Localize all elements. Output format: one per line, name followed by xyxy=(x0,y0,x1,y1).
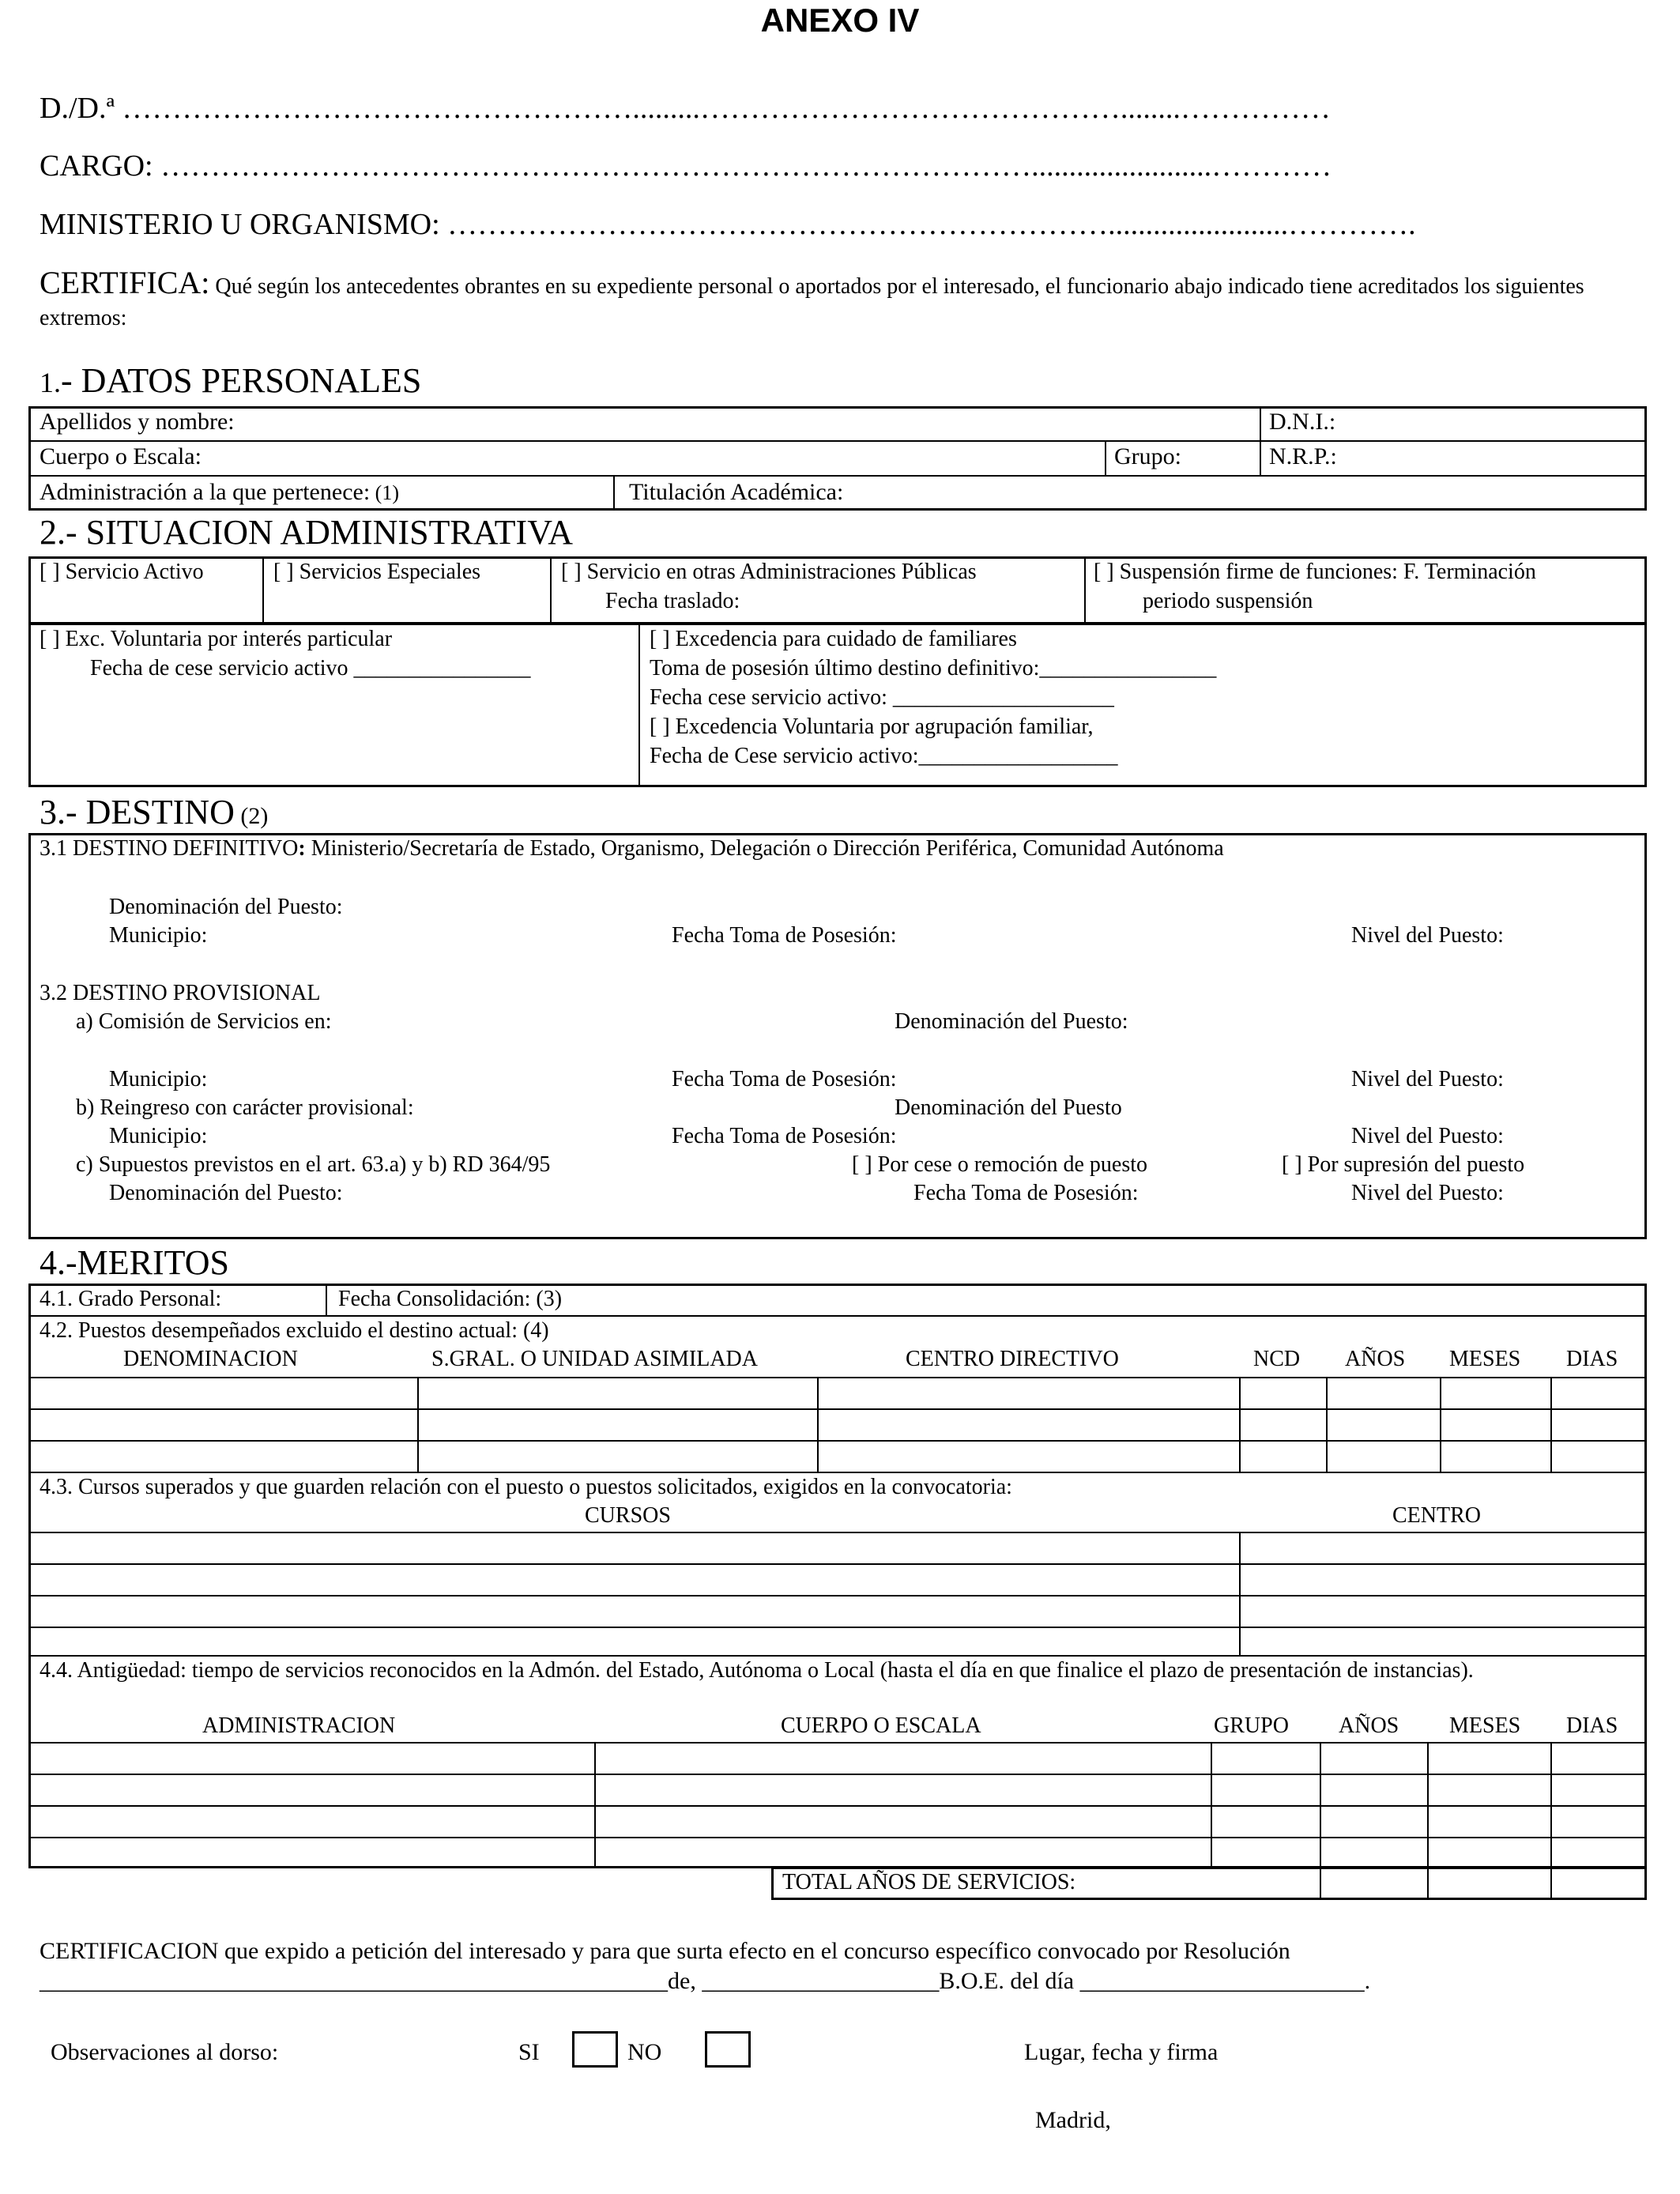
c-fecha-label[interactable]: Fecha Toma de Posesión: xyxy=(913,1181,1139,1205)
b-municipio-label[interactable]: Municipio: xyxy=(109,1124,208,1148)
puestos-label: 4.2. Puestos desempeñados excluido el destino actual: (4) xyxy=(40,1318,549,1343)
section-3-heading: 3.- DESTINO (2) xyxy=(40,793,269,831)
toma-posesion-field[interactable]: Toma de posesión último destino definitivo:________________ xyxy=(650,656,1217,680)
cursos-grid[interactable] xyxy=(32,1533,1644,1653)
c-nivel-label[interactable]: Nivel del Puesto: xyxy=(1351,1181,1504,1205)
a-fecha-label[interactable]: Fecha Toma de Posesión: xyxy=(672,1067,897,1091)
grupo-label[interactable]: Grupo: xyxy=(1114,443,1181,469)
antiguedad-col-cuerpo: CUERPO O ESCALA xyxy=(781,1713,981,1738)
puestos-grid[interactable] xyxy=(32,1378,1644,1472)
servicio-activo-option[interactable]: [ ] Servicio Activo xyxy=(40,560,204,584)
b-denominacion-label[interactable]: Denominación del Puesto xyxy=(895,1095,1122,1120)
antiguedad-col-dias: DIAS xyxy=(1566,1713,1618,1738)
certificacion-line-1: CERTIFICACION que expido a petición del interesado y para que surta efecto en el concurso específico convocado por Resolución xyxy=(40,1938,1290,1964)
puestos-col-denominacion: DENOMINACION xyxy=(123,1347,298,1371)
servicios-especiales-option[interactable]: [ ] Servicios Especiales xyxy=(273,560,481,584)
b-fecha-label[interactable]: Fecha Toma de Posesión: xyxy=(672,1124,897,1148)
supresion-option[interactable]: [ ] Por supresión del puesto xyxy=(1282,1152,1525,1177)
fecha-cese-field[interactable]: Fecha de cese servicio activo ________________ xyxy=(90,656,531,680)
a-denominacion-label[interactable]: Denominación del Puesto: xyxy=(895,1009,1128,1034)
section-1-heading: 1.- DATOS PERSONALES xyxy=(40,361,422,400)
otras-administraciones-option[interactable]: [ ] Servicio en otras Administraciones Públicas xyxy=(561,560,977,584)
a-nivel-label[interactable]: Nivel del Puesto: xyxy=(1351,1067,1504,1091)
puestos-col-dias: DIAS xyxy=(1566,1347,1618,1371)
section-2-heading: 2.- SITUACION ADMINISTRATIVA xyxy=(40,513,574,552)
certifica-paragraph xyxy=(40,267,1644,334)
total-label: TOTAL AÑOS DE SERVICIOS: xyxy=(782,1870,1076,1894)
grado-personal-label[interactable]: 4.1. Grado Personal: xyxy=(40,1287,222,1311)
periodo-suspension-label: periodo suspensión xyxy=(1143,589,1313,613)
puestos-col-sgral: S.GRAL. O UNIDAD ASIMILADA xyxy=(431,1347,758,1371)
c-denominacion-label[interactable]: Denominación del Puesto: xyxy=(109,1181,343,1205)
observaciones-label: Observaciones al dorso: xyxy=(51,2039,279,2065)
fecha-cese-agrupacion-field[interactable]: Fecha de Cese servicio activo:__________________ xyxy=(650,744,1118,768)
ministerio-field[interactable]: MINISTERIO U ORGANISMO: …………………………………………………………........................…………. xyxy=(40,208,1416,241)
titulacion-label[interactable]: Titulación Académica: xyxy=(629,479,844,505)
antiguedad-col-administracion: ADMINISTRACION xyxy=(202,1713,396,1738)
puestos-col-meses: MESES xyxy=(1449,1347,1521,1371)
fecha-traslado-label[interactable]: Fecha traslado: xyxy=(605,589,740,613)
def-denominacion-label[interactable]: Denominación del Puesto: xyxy=(109,895,343,919)
reingreso-label[interactable]: b) Reingreso con carácter provisional: xyxy=(76,1095,414,1120)
certifica-text: Qué según los antecedentes obrantes en su expediente personal o aportados por el interesado, el funcionario abajo indicado tiene acreditados los siguientes extremos: xyxy=(40,274,1584,330)
page-title: ANEXO IV xyxy=(760,2,920,39)
cese-remocion-option[interactable]: [ ] Por cese o remoción de puesto xyxy=(852,1152,1147,1177)
cuidado-familiares-option[interactable]: [ ] Excedencia para cuidado de familiares xyxy=(650,627,1017,651)
def-municipio-label[interactable]: Municipio: xyxy=(109,923,208,948)
cuerpo-label[interactable]: Cuerpo o Escala: xyxy=(40,443,202,469)
administracion-label[interactable]: Administración a la que pertenece: (1) xyxy=(40,479,399,505)
dd-field[interactable]: D./D.ª …………………………………………….........……………………………………........…………… xyxy=(40,92,1331,125)
si-label: SI xyxy=(518,2039,540,2065)
apellidos-label[interactable]: Apellidos y nombre: xyxy=(40,409,235,435)
antiguedad-label: 4.4. Antigüedad: tiempo de servicios reconocidos en la Admón. del Estado, Autónoma o Local (hasta el día en que finalice el plazo de presentación de instancias). xyxy=(40,1658,1474,1683)
fecha-consolidacion-label[interactable]: Fecha Consolidación: (3) xyxy=(338,1287,563,1311)
total-value-cells[interactable] xyxy=(1321,1868,1645,1898)
nrp-label[interactable]: N.R.P.: xyxy=(1269,443,1337,469)
antiguedad-grid[interactable] xyxy=(32,1744,1644,1867)
certifica-label: CERTIFICA: xyxy=(40,265,210,300)
cargo-field[interactable]: CARGO: ……………………………………………………………………………........................………… xyxy=(40,149,1332,183)
madrid-label: Madrid, xyxy=(1035,2107,1111,2133)
puestos-col-ncd: NCD xyxy=(1253,1347,1301,1371)
cursos-col-centro: CENTRO xyxy=(1392,1503,1481,1528)
puestos-col-centro: CENTRO DIRECTIVO xyxy=(906,1347,1119,1371)
lugar-fecha-firma-label: Lugar, fecha y firma xyxy=(1024,2039,1219,2065)
antiguedad-col-meses: MESES xyxy=(1449,1713,1521,1738)
fecha-cese-activo-field[interactable]: Fecha cese servicio activo: ____________________ xyxy=(650,685,1114,710)
comision-servicios-label[interactable]: a) Comisión de Servicios en: xyxy=(76,1009,332,1034)
dni-label[interactable]: D.N.I.: xyxy=(1269,409,1336,435)
cursos-col-cursos: CURSOS xyxy=(585,1503,671,1528)
supuestos-label[interactable]: c) Supuestos previstos en el art. 63.a) y b) RD 364/95 xyxy=(76,1152,551,1177)
puestos-col-anos: AÑOS xyxy=(1345,1347,1406,1371)
def-nivel-label[interactable]: Nivel del Puesto: xyxy=(1351,923,1504,948)
agrupacion-familiar-option[interactable]: [ ] Excedencia Voluntaria por agrupación familiar, xyxy=(650,714,1094,739)
destino-provisional-label: 3.2 DESTINO PROVISIONAL xyxy=(40,981,321,1005)
cursos-label: 4.3. Cursos superados y que guarden relación con el puesto o puestos solicitados, exigidos en la convocatoria: xyxy=(40,1475,1012,1499)
si-checkbox[interactable] xyxy=(572,2031,618,2068)
section-4-heading: 4.-MERITOS xyxy=(40,1243,229,1282)
no-checkbox[interactable] xyxy=(705,2031,751,2068)
antiguedad-col-grupo: GRUPO xyxy=(1214,1713,1289,1738)
no-label: NO xyxy=(627,2039,662,2065)
exc-voluntaria-option[interactable]: [ ] Exc. Voluntaria por interés particular xyxy=(40,627,393,651)
def-fecha-toma-label[interactable]: Fecha Toma de Posesión: xyxy=(672,923,897,948)
destino-definitivo-line: 3.1 DESTINO DEFINITIVO: Ministerio/Secretaría de Estado, Organismo, Delegación o Dirección Periférica, Comunidad Autónoma xyxy=(40,836,1224,861)
suspension-option[interactable]: [ ] Suspensión firme de funciones: F. Terminación xyxy=(1094,560,1536,584)
a-municipio-label[interactable]: Municipio: xyxy=(109,1067,208,1091)
antiguedad-col-anos: AÑOS xyxy=(1339,1713,1399,1738)
certificacion-line-2[interactable]: _____________________________________________________de, ____________________B.O.E. del día ________________________. xyxy=(40,1968,1371,1994)
b-nivel-label[interactable]: Nivel del Puesto: xyxy=(1351,1124,1504,1148)
